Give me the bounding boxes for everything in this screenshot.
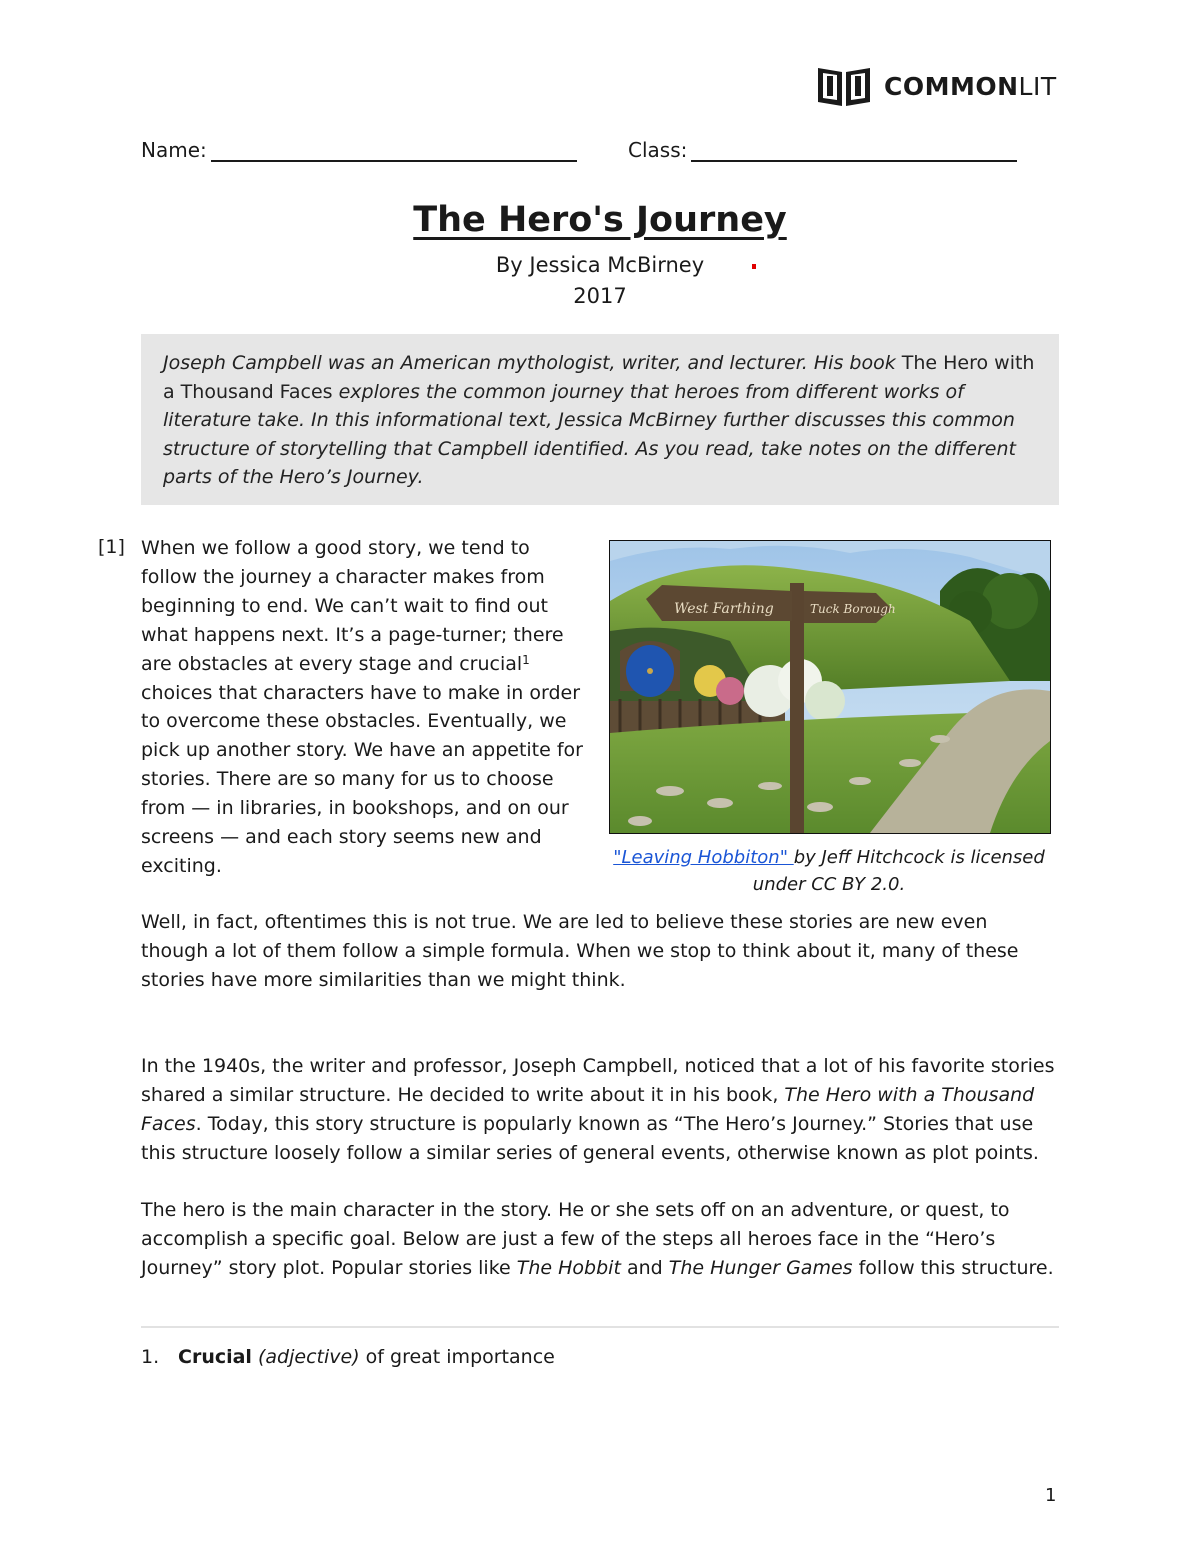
footnote-1: 1. Crucial (adjective) of great importance <box>141 1346 555 1368</box>
red-mark <box>752 264 756 269</box>
name-label: Name: <box>141 138 207 162</box>
paragraph-1: When we follow a good story, we tend to follow the journey a character makes from beginning to end. We can’t wait to find out what happens next. It’s a page-turner; there are obstacles at every stage and crucial$^1$ choices that characters have to make in order to overcome these obstacles. Eventually, we pick up another story. We have an appetite for stories. There are so many for us to choose from — in libraries, in bookshops, and on our screens — and each story seems new and exciting. <box>141 537 583 877</box>
intro-box <box>141 334 1059 505</box>
paragraph-2: Well, in fact, oftentimes this is not true. We are led to believe these stories are new even though a lot of them follow a simple formula. When we stop to think about it, many of these stories have more similarities than we might think. <box>141 911 1019 991</box>
sign-left-text: West Farthing <box>674 601 774 617</box>
sign-right-text: Tuck Borough <box>810 602 896 616</box>
footnote-term: Crucial <box>178 1346 252 1368</box>
book-title: The Hero with a Thousand Faces <box>141 1084 1035 1135</box>
intro-text-2: explores the common journey that heroes from different works of literature take. In this informational text, Jessica McBirney further discusses this common structure of storytelling that Campbell identified. As you read, take notes on the different parts of the Hero’s Journey. <box>163 380 1016 488</box>
byline: By Jessica McBirney <box>495 253 705 277</box>
open-book-icon <box>816 64 872 108</box>
name-blank-line[interactable] <box>211 138 577 162</box>
paragraph-4: The hero is the main character in the story. He or she sets off on an adventure, or quest, to accomplish a specific goal. Below are just a few of the steps all heroes face in the “Hero’s Journey” story plot. Popular stories like The Hobbit and The Hunger Games follow this structure. <box>141 1199 1054 1279</box>
paragraph-3: In the 1940s, the writer and professor, Joseph Campbell, noticed that a lot of his favorite stories shared a similar structure. He decided to write about it in his book, The Hero with a Thousand Faces. Today, this story structure is popularly known as “The Hero’s Journey.” Stories that use this structure loosely follow a similar series of general events, otherwise known as plot points. <box>141 1055 1055 1164</box>
hobbiton-photo <box>609 540 1051 834</box>
footnote-ref[interactable]: 1 <box>522 652 530 667</box>
footnote-divider <box>141 1326 1059 1328</box>
page-title: The Hero's Journey <box>413 200 787 240</box>
publication-year: 2017 <box>573 284 627 308</box>
class-field[interactable] <box>628 138 1017 162</box>
book-title: The Hunger Games <box>668 1257 853 1279</box>
book-title: The Hobbit <box>516 1257 621 1279</box>
paragraph-number: [1] <box>98 536 125 558</box>
page-number: 1 <box>1045 1485 1057 1506</box>
intro-book-title: The Hero with a Thousand Faces <box>163 352 1035 403</box>
caption-link[interactable]: "Leaving Hobbiton" <box>613 847 794 868</box>
class-blank-line[interactable] <box>691 138 1017 162</box>
image-caption: "Leaving Hobbiton" by Jeff Hitchcock is licensed under CC BY 2.0. <box>613 847 1045 895</box>
class-label: Class: <box>628 138 688 162</box>
commonlit-logo <box>816 64 1057 108</box>
intro-text-1: Joseph Campbell was an American mythologist, writer, and lecturer. His book <box>163 352 902 374</box>
footnote-part-of-speech: (adjective) <box>258 1346 360 1368</box>
footnote-definition: of great importance <box>359 1346 555 1368</box>
name-field[interactable] <box>141 138 577 162</box>
logo-wordmark: COMMONLIT <box>884 71 1057 101</box>
